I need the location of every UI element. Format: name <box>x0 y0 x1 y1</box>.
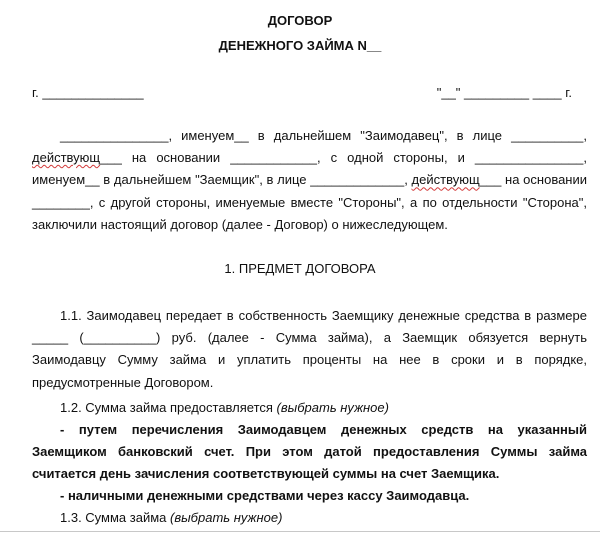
spellcheck-word: действующ <box>32 150 101 166</box>
clause-line: 1.2. Сумма займа предоставляется (выбрать нужное) <box>60 400 389 415</box>
clause-line: Заимодавцу Сумму займа и уплатить проценты на нее в сроки и в порядке, <box>32 352 587 368</box>
page-cutoff-divider <box>0 531 600 541</box>
preamble-line: действующ___ на основании ____________, с одной стороны, и _______________, <box>32 150 587 166</box>
clause-line: 1.1. Заимодавец передает в собственность Заемщику денежные средства в размере <box>60 308 587 323</box>
document-subtitle: ДЕНЕЖНОГО ЗАЙМА N__ <box>218 38 382 53</box>
cutoff-text-fragment <box>258 536 268 539</box>
option-cash <box>32 485 587 507</box>
spellcheck-word: действующ <box>411 172 480 188</box>
option-line: считается день зачисления соответствующей суммы на счет Заемщика. <box>32 466 500 482</box>
instruction-note: (выбрать нужное) <box>170 510 283 525</box>
clause-1-2 <box>32 397 587 419</box>
preamble-line: ________, с другой стороны, именуемые вместе "Стороны", а по отдельности "Сторона", <box>32 194 587 210</box>
clause-line: предусмотренные Договором. <box>32 374 214 390</box>
document-title: ДОГОВОР <box>267 13 333 28</box>
section-heading: 1. ПРЕДМЕТ ДОГОВОРА <box>224 261 376 276</box>
clause-1-3 <box>32 507 587 529</box>
clause-line: _____ (__________) руб. (далее - Сумма займа), а Заемщик обязуется вернуть <box>32 330 587 346</box>
option-line: Заемщиком банковский счет. При этом датой предоставления Суммы займа <box>32 444 587 460</box>
option-line: - наличными денежными средствами через кассу Заимодавца. <box>60 488 470 503</box>
preamble-line: заключили настоящий договор (далее - Договор) о нижеследующем. <box>32 216 448 232</box>
option-line: - путем перечисления Заимодавцем денежных средств на указанный <box>60 422 587 437</box>
clause-line: 1.3. Сумма займа (выбрать нужное) <box>60 510 283 525</box>
date-field: "__" _________ ____ г. <box>436 85 572 100</box>
instruction-note: (выбрать нужное) <box>276 400 389 415</box>
city-field: г. ______________ <box>32 85 144 100</box>
preamble-paragraph <box>32 125 587 236</box>
clause-1-1 <box>32 305 587 394</box>
option-bank-transfer <box>32 419 587 486</box>
preamble-line: _______________, именуем__ в дальнейшем "Заимодавец", в лице __________, <box>60 128 587 143</box>
preamble-line: именуем__ в дальнейшем "Заемщик", в лице _____________, действующ___ на основании <box>32 172 588 188</box>
